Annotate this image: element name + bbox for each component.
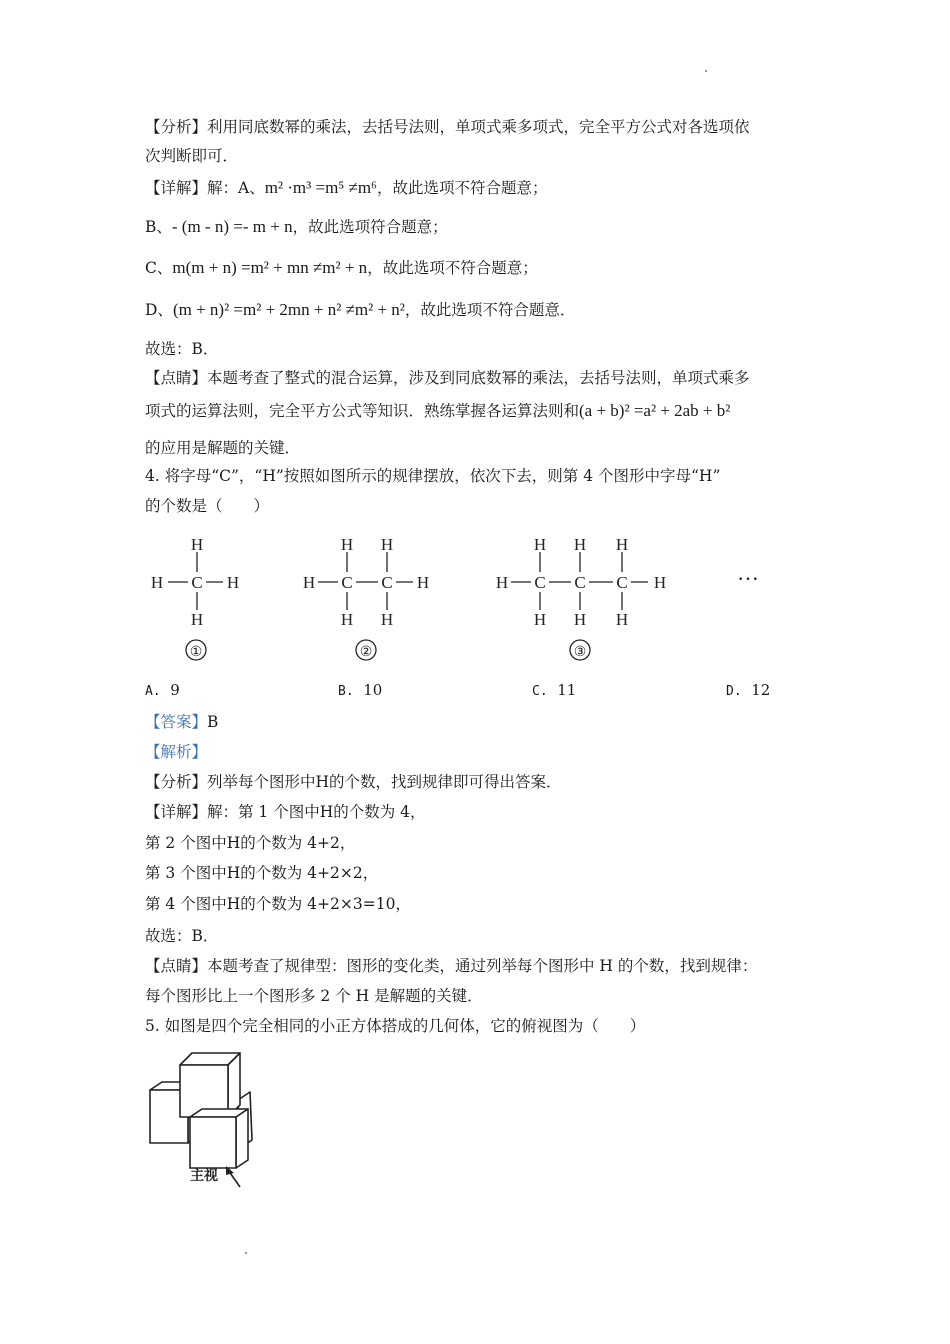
h-atom: H xyxy=(615,610,629,629)
option-d[interactable] xyxy=(726,681,770,699)
detail-b-math: - (m - n) =- m + n xyxy=(171,217,293,236)
h-atom: H xyxy=(533,610,547,629)
q4-detail-1: 【详解】解：第 1 个图中H的个数为 4， xyxy=(145,803,426,821)
q4-analysis-tag: 【解析】 xyxy=(145,743,208,761)
comment-2-text: 项式的运算法则，完全平方公式等知识．熟练掌握各运算法则和 xyxy=(145,402,580,420)
front-view-label: 主视 xyxy=(190,1168,218,1184)
option-d-letter: D. xyxy=(726,684,742,699)
figure-label-2: ② xyxy=(359,645,373,660)
h-atom: H xyxy=(340,535,354,554)
q4-stem-2: 的个数是（ ） xyxy=(145,497,270,515)
option-a-letter: A. xyxy=(145,684,161,699)
detail-c-note: ，故此选项不符合题意； xyxy=(367,259,538,277)
detail-d-math: (m + n)² =m² + 2mn + n² ≠m² + n² xyxy=(172,300,405,319)
q3-detail-c xyxy=(145,257,538,279)
h-atom: H xyxy=(226,573,240,592)
detail-d-note: ，故此选项不符合题意． xyxy=(404,301,576,319)
q5-stem: 5. 如图是四个完全相同的小正方体搭成的几何体，它的俯视图为（ ） xyxy=(145,1017,646,1035)
h-atom: H xyxy=(416,573,430,592)
q3-choice: 故选：B． xyxy=(145,340,219,358)
h-atom: H xyxy=(380,535,394,554)
option-a[interactable] xyxy=(145,681,180,699)
c-atom: C xyxy=(341,573,353,592)
option-c-letter: C. xyxy=(532,684,548,699)
option-c[interactable] xyxy=(532,681,576,699)
q4-detail-4: 第 4 个图中H的个数为 4+2×3=10， xyxy=(145,895,411,913)
answer-tag: 【答案】 xyxy=(145,713,208,731)
ellipsis: ··· xyxy=(737,566,759,591)
option-d-value: 12 xyxy=(751,681,771,699)
h-atom: H xyxy=(380,610,394,629)
c-atom: C xyxy=(534,573,546,592)
q4-molecule-figure xyxy=(0,530,950,670)
figure-label-3: ③ xyxy=(573,645,587,660)
q4-choice: 故选：B． xyxy=(145,927,219,945)
page-mark-top xyxy=(705,70,707,72)
detail-a-math: m² ·m³ =m⁵ ≠m⁶ xyxy=(264,178,377,197)
h-atom: H xyxy=(533,535,547,554)
page-mark-bottom xyxy=(245,1252,247,1254)
h-atom: H xyxy=(495,573,509,592)
detail-b-prefix: B、 xyxy=(145,218,172,236)
q3-detail-b xyxy=(145,216,448,238)
detail-a-prefix: 【详解】解：A、 xyxy=(145,179,265,197)
c-atom: C xyxy=(191,573,203,592)
detail-d-prefix: D、 xyxy=(145,301,173,319)
q3-analysis: 【分析】利用同底数幂的乘法，去括号法则，单项式乘多项式，完全平方公式对各选项依 xyxy=(145,118,750,136)
q3-analysis-cont: 次判断即可． xyxy=(145,147,239,165)
option-b[interactable] xyxy=(338,681,382,699)
option-c-value: 11 xyxy=(557,681,577,699)
h-atom: H xyxy=(340,610,354,629)
h-atom: H xyxy=(302,573,316,592)
q3-comment-2 xyxy=(145,400,730,422)
figure-label-1: ① xyxy=(189,645,203,660)
q4-answer xyxy=(145,711,218,733)
h-atom: H xyxy=(150,573,164,592)
option-b-letter: B. xyxy=(338,684,354,699)
q4-comment-2: 每个图形比上一个图形多 2 个 H 是解题的关键． xyxy=(145,987,483,1005)
h-atom: H xyxy=(573,535,587,554)
answer-value: B xyxy=(207,713,219,731)
detail-b-note: ，故此选项符合题意； xyxy=(292,218,448,236)
option-a-value: 9 xyxy=(170,681,180,699)
q3-detail-d xyxy=(145,299,575,321)
q3-comment-3: 的应用是解题的关键． xyxy=(145,439,301,457)
q5-cube-figure xyxy=(140,1045,270,1195)
q4-comment-1: 【点睛】本题考查了规律型：图形的变化类，通过列举每个图形中 H 的个数，找到规律： xyxy=(145,957,758,975)
h-atom: H xyxy=(190,610,204,629)
q4-stem-1: 4. 将字母“C”，“H”按照如图所示的规律摆放，依次下去，则第 4 个图形中字母“H” xyxy=(145,467,721,485)
q4-detail-2: 第 2 个图中H的个数为 4+2， xyxy=(145,834,356,852)
c-atom: C xyxy=(616,573,628,592)
h-atom: H xyxy=(573,610,587,629)
c-atom: C xyxy=(574,573,586,592)
detail-a-note: ，故此选项不符合题意； xyxy=(376,179,548,197)
c-atom: C xyxy=(381,573,393,592)
option-b-value: 10 xyxy=(363,681,383,699)
h-atom: H xyxy=(190,535,204,554)
h-atom: H xyxy=(653,573,667,592)
detail-c-math: m(m + n) =m² + mn ≠m² + n xyxy=(172,258,368,277)
q3-comment-1: 【点睛】本题考查了整式的混合运算，涉及到同底数幂的乘法，去括号法则，单项式乘多 xyxy=(145,369,750,387)
detail-c-prefix: C、 xyxy=(145,259,173,277)
q4-detail-3: 第 3 个图中H的个数为 4+2×2， xyxy=(145,864,379,882)
comment-2-math: (a + b)² =a² + 2ab + b² xyxy=(579,401,731,420)
q3-detail-a xyxy=(145,177,548,199)
h-atom: H xyxy=(615,535,629,554)
q4-analysis: 【分析】列举每个图形中H的个数，找到规律即可得出答案． xyxy=(145,773,562,791)
